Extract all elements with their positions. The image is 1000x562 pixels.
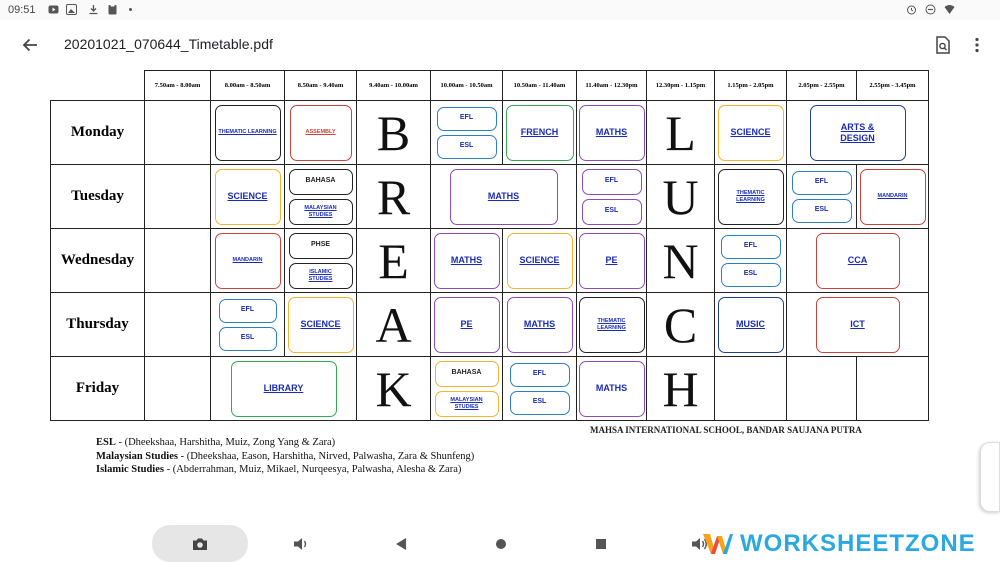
- more-vert-icon: [974, 37, 980, 53]
- subject-bahasa[interactable]: BAHASA: [435, 361, 499, 387]
- break-letter: K: [357, 357, 431, 421]
- time-slot: 11.40am - 12.30pm: [577, 71, 647, 101]
- do-not-disturb-icon: [925, 4, 936, 15]
- timetable-cell: [285, 101, 357, 165]
- volume-down-button[interactable]: [284, 529, 318, 559]
- empty-cell: [145, 101, 211, 165]
- dot-icon: [125, 4, 136, 15]
- search-document-button[interactable]: [930, 32, 956, 58]
- time-slot: 10.50am - 11.40am: [503, 71, 577, 101]
- thursday-row: [51, 293, 929, 357]
- timetable-cell: [285, 293, 357, 357]
- lunch-letter: N: [647, 229, 715, 293]
- legend-item: Malaysian Studies - (Dheekshaa, Eason, Harshitha, Nirved, Palwasha, Zara & Shunfeng): [96, 450, 475, 462]
- timetable-cell: [211, 293, 285, 357]
- status-time: 09:51: [8, 4, 36, 16]
- subject-esl[interactable]: ESL: [792, 199, 852, 223]
- timetable-cell: [577, 293, 647, 357]
- subject-esl[interactable]: ESL: [510, 391, 570, 415]
- day-label: Thursday: [51, 293, 145, 357]
- school-name: MAHSA INTERNATIONAL SCHOOL, BANDAR SAUJANA PUTRA: [590, 425, 862, 435]
- subject-mandarin[interactable]: MANDARIN: [215, 233, 281, 289]
- subject-library[interactable]: LIBRARY: [231, 361, 337, 417]
- timetable-cell: [285, 229, 357, 293]
- wednesday-row: [51, 229, 929, 293]
- empty-cell: [787, 357, 857, 421]
- empty-cell: [145, 229, 211, 293]
- back-nav-button[interactable]: [384, 529, 418, 559]
- subject-french[interactable]: FRENCH: [506, 105, 574, 161]
- more-options-button[interactable]: [964, 32, 990, 58]
- day-label: Monday: [51, 101, 145, 165]
- monday-row: [51, 101, 929, 165]
- subject-cca[interactable]: CCA: [816, 233, 900, 289]
- timetable-cell: [503, 357, 577, 421]
- document-search-icon: [935, 36, 951, 54]
- subject-pe[interactable]: PE: [579, 233, 645, 289]
- subject-music[interactable]: MUSIC: [718, 297, 784, 353]
- timetable-cell: [715, 293, 787, 357]
- lunch-letter: U: [647, 165, 715, 229]
- timetable-cell: [211, 165, 285, 229]
- time-slot: 2.05pm - 2.55pm: [787, 71, 857, 101]
- time-slot: 12.30pm - 1.15pm: [647, 71, 715, 101]
- timetable-cell: [577, 357, 647, 421]
- empty-cell: [145, 357, 211, 421]
- timetable-cell: [715, 229, 787, 293]
- time-slot: 9.40am - 10.00am: [357, 71, 431, 101]
- circle-home-icon: [495, 538, 507, 550]
- screenshot-button[interactable]: [152, 525, 248, 562]
- subject-malaysian-studies[interactable]: MALAYSIAN STUDIES: [435, 391, 499, 417]
- legend-item: Islamic Studies - (Abderrahman, Muiz, Mikael, Nurqeesya, Palwasha, Alesha & Zara): [96, 464, 462, 475]
- subject-ict[interactable]: ICT: [816, 297, 900, 353]
- time-slot: 10.00am - 10.50am: [431, 71, 503, 101]
- timetable-cell: [211, 229, 285, 293]
- subject-pe[interactable]: PE: [434, 297, 500, 353]
- time-slot: 1.15pm - 2.05pm: [715, 71, 787, 101]
- tuesday-row: [51, 165, 929, 229]
- arrow-left-icon: [22, 37, 38, 53]
- timetable-cell: [857, 165, 929, 229]
- worksheetzone-watermark: [702, 530, 976, 558]
- document-title: 20201021_070644_Timetable.pdf: [64, 36, 273, 52]
- timetable-cell: [503, 101, 577, 165]
- subject-islamic-studies[interactable]: ISLAMIC STUDIES: [289, 263, 353, 289]
- timetable-cell: [211, 101, 285, 165]
- day-label: Friday: [51, 357, 145, 421]
- lunch-letter: H: [647, 357, 715, 421]
- subject-efl[interactable]: EFL: [721, 235, 781, 259]
- timetable: [50, 70, 929, 421]
- worksheetzone-logo-icon: [702, 531, 734, 557]
- timetable-header-row: [51, 71, 929, 101]
- day-label: Tuesday: [51, 165, 145, 229]
- timetable-cell: [431, 229, 503, 293]
- download-icon: [88, 4, 99, 15]
- home-button[interactable]: [484, 529, 518, 559]
- empty-cell: [145, 165, 211, 229]
- subject-maths[interactable]: MATHS: [450, 169, 558, 225]
- subject-efl[interactable]: EFL: [582, 169, 642, 195]
- subject-maths[interactable]: MATHS: [507, 297, 573, 353]
- lunch-letter: C: [647, 293, 715, 357]
- subject-arts-design[interactable]: ARTS & DESIGN: [810, 105, 906, 161]
- photo-icon: [66, 4, 77, 15]
- back-button[interactable]: [16, 32, 44, 58]
- wifi-icon: [944, 4, 955, 15]
- legend: [96, 436, 474, 477]
- camera-icon: [192, 537, 208, 551]
- subject-maths[interactable]: MATHS: [579, 105, 645, 161]
- timetable-cell: [431, 165, 577, 229]
- pdf-page: [0, 70, 1000, 525]
- subject-esl[interactable]: ESL: [437, 135, 497, 159]
- empty-cell: [857, 357, 929, 421]
- time-slot: 7.50am - 8.00am: [145, 71, 211, 101]
- subject-esl[interactable]: ESL: [219, 327, 277, 351]
- timetable-cell: [577, 101, 647, 165]
- timetable-cell: [285, 165, 357, 229]
- timetable-cell: [787, 101, 929, 165]
- subject-mandarin[interactable]: MANDARIN: [860, 169, 926, 225]
- timetable-cell: [715, 101, 787, 165]
- header-corner: [51, 71, 145, 101]
- subject-science[interactable]: SCIENCE: [215, 169, 281, 225]
- subject-maths[interactable]: MATHS: [579, 361, 645, 417]
- break-letter: E: [357, 229, 431, 293]
- legend-item: ESL - (Dheekshaa, Harshitha, Muiz, Zong Yang & Zara): [96, 437, 336, 448]
- time-slot: 8.50am - 9.40am: [285, 71, 357, 101]
- subject-thematic-learning[interactable]: THEMATIC LEARNING: [718, 169, 784, 225]
- subject-efl[interactable]: EFL: [219, 299, 277, 323]
- timetable-cell: [715, 165, 787, 229]
- timetable-cell: [787, 229, 929, 293]
- square-recents-icon: [595, 538, 607, 550]
- subject-malaysian-studies[interactable]: MALAYSIAN STUDIES: [289, 199, 353, 225]
- empty-cell: [145, 293, 211, 357]
- subject-maths[interactable]: MATHS: [434, 233, 500, 289]
- timetable-cell: [787, 165, 857, 229]
- subject-esl[interactable]: ESL: [582, 199, 642, 225]
- status-bar: [0, 0, 1000, 20]
- timetable-cell: [431, 101, 503, 165]
- triangle-back-icon: [395, 537, 407, 551]
- youtube-icon: [48, 4, 59, 15]
- timetable-cell: [211, 357, 357, 421]
- subject-science[interactable]: SCIENCE: [507, 233, 573, 289]
- subject-bahasa[interactable]: BAHASA: [289, 169, 353, 195]
- timetable-cell: [787, 293, 929, 357]
- timetable-cell: [577, 229, 647, 293]
- break-letter: R: [357, 165, 431, 229]
- recents-button[interactable]: [584, 529, 618, 559]
- subject-assembly[interactable]: ASSEMBLY: [290, 105, 352, 161]
- timetable-cell: [431, 293, 503, 357]
- subject-efl[interactable]: EFL: [792, 171, 852, 195]
- clipboard-icon: [107, 4, 118, 15]
- timetable-cell: [577, 165, 647, 229]
- subject-esl[interactable]: ESL: [721, 263, 781, 287]
- subject-thematic-learning[interactable]: THEMATIC LEARNING: [215, 105, 281, 161]
- break-letter: B: [357, 101, 431, 165]
- day-label: Wednesday: [51, 229, 145, 293]
- subject-efl[interactable]: EFL: [437, 107, 497, 131]
- friday-row: [51, 357, 929, 421]
- volume-down-icon: [292, 536, 310, 552]
- subject-phse[interactable]: PHSE: [289, 233, 353, 259]
- timetable-cell: [503, 229, 577, 293]
- subject-science[interactable]: SCIENCE: [288, 297, 354, 353]
- app-bar: [0, 20, 1000, 70]
- break-letter: A: [357, 293, 431, 357]
- subject-efl[interactable]: EFL: [510, 363, 570, 387]
- time-slot: 8.00am - 8.50am: [211, 71, 285, 101]
- timetable-cell: [503, 293, 577, 357]
- empty-cell: [715, 357, 787, 421]
- watermark-text: WORKSHEETZONE: [740, 530, 976, 557]
- page-scroll-handle[interactable]: [980, 442, 1000, 512]
- time-slot: 2.55pm - 3.45pm: [857, 71, 929, 101]
- subject-thematic-learning[interactable]: THEMATIC LEARNING: [579, 297, 645, 353]
- lunch-letter: L: [647, 101, 715, 165]
- timetable-cell: [431, 357, 503, 421]
- subject-science[interactable]: SCIENCE: [718, 105, 784, 161]
- alarm-icon: [906, 4, 917, 15]
